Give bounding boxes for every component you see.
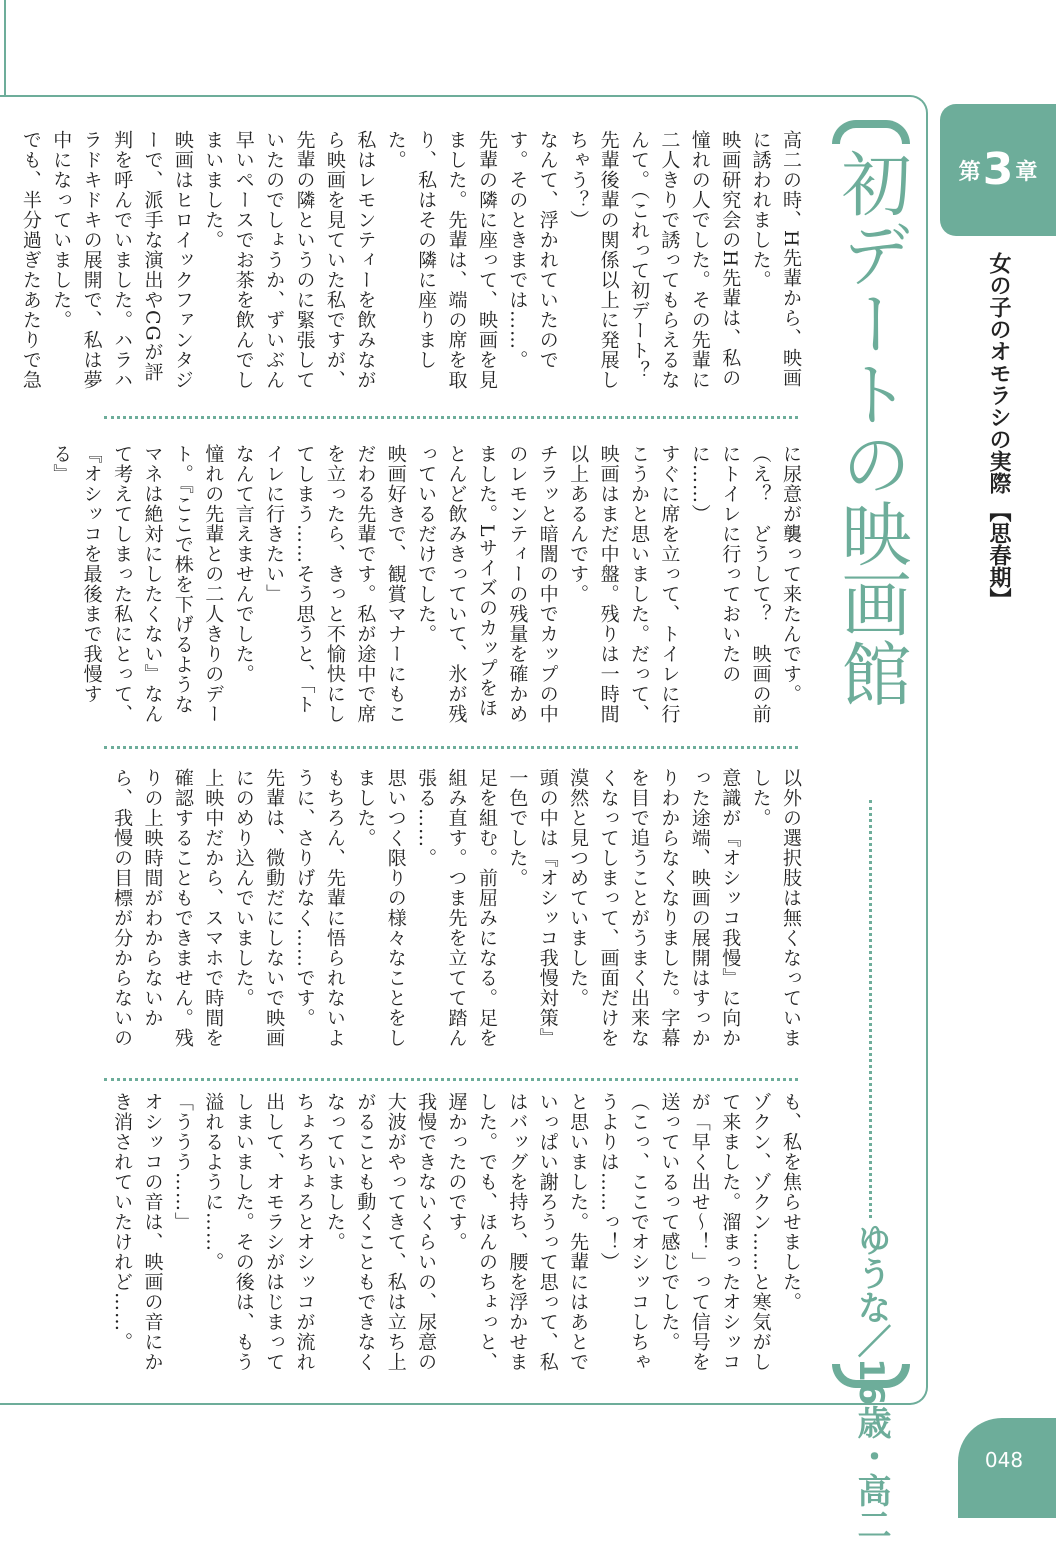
paragraph: でも、半分過ぎたあたりで急 — [19, 130, 42, 390]
paragraph: 映画好きで、観賞マナーにもこだわる先輩です。私が途中で席を立ったら、きっと不愉快にしてしまう……そう思うと、「トイレに行きたい」 — [263, 444, 407, 724]
paragraph: 頭の中は『オシッコ我慢対策』一色でした。 — [506, 768, 559, 1048]
chapter-number: 3 — [982, 144, 1014, 195]
paragraph: 上映中だから、スマホで時間を確認することもできません。残りの上映時間がわからないから、我慢の目標が分からないの — [111, 768, 225, 1048]
paragraph: も、私を焦らせました。 — [780, 1092, 802, 1312]
paragraph: 私はレモンティーを飲みながら映画を見ていた私ですが、先輩の隣というのに緊張していたのでしょうか、ずいぶん早いペースでお茶を飲んでしまいました。 — [202, 130, 377, 390]
article-author: ゆうな／16歳・高二 — [851, 1222, 891, 1541]
paragraph: オシッコの音は、映画の音にかき消されていたけれど……。 — [111, 1092, 164, 1372]
page-edge-line — [0, 0, 6, 95]
paragraph: （え？ どうして？ 映画の前にトイレに行っておいたのに……） — [688, 444, 772, 724]
paragraph: 以外の選択肢は無くなっていました。 — [749, 768, 802, 1048]
text-tier-3 — [96, 768, 806, 1058]
text-tier-4 — [96, 1092, 806, 1382]
paragraph: 足を組む。前屈みになる。足を組み直す。つま先を立てて踏ん張る……。 — [415, 768, 498, 1048]
article-title: 初デートの映画館 — [830, 148, 912, 708]
chapter-prefix: 第 — [958, 159, 981, 185]
paragraph: 映画研究会のH先輩は、私の憧れの人でした。その先輩に二人きりで誘ってもらえるなんて。（これって初デート？ 先輩後輩の関係以上に発展しちゃう？） — [567, 130, 742, 401]
paragraph: 高二の時、H先輩から、映画に誘われました。 — [749, 130, 802, 388]
text-tier-2 — [50, 444, 806, 724]
paragraph: 先輩の隣に座って、映画を見ました。先輩は、端の席を取り、私はその隣に座りました。 — [384, 130, 498, 390]
paragraph: と思いました。先輩にはあとでいっぱい謝ろうって思って、私はバッグを持ち、腰を浮かせました。でも、ほんのちょっと、遅かったのです。 — [445, 1092, 590, 1372]
paragraph: ゾクン、ゾクン……と寒気がして来ました。溜まったオシッコが「早く出せ〜！」って信号を送っているって感じでした。 — [658, 1092, 772, 1372]
title-bracket-bottom — [832, 1364, 910, 1388]
paragraph: もちろん、先輩に悟られないように、さりげなく……です。 — [293, 768, 346, 1048]
paragraph: 意識が『オシッコ我慢』に向かった途端、映画の展開はすっかりわからなくなりました。字幕を目で追うことがうまく出来なくなってしまって、画面だけを漠然と見つめていました。 — [567, 768, 742, 1048]
paragraph: 我慢できないくらいの、尿意の大波がやってきて、私は立ち上がることも動くこともできなくなっていました。 — [323, 1092, 438, 1372]
paragraph: 思いつく限りの様々なことをしました。 — [354, 768, 407, 1048]
chapter-suffix: 章 — [1015, 159, 1038, 185]
text-tier-1 — [19, 130, 806, 401]
paragraph: 映画はヒロイックファンタジーで、派手な演出やCGが評判を呼んでいました。ハラハラドキドキの展開で、私は夢中になっていました。 — [50, 130, 194, 390]
paragraph: チラッと暗闇の中でカップの中のレモンティーの残量を確かめました。Lサイズのカップをほとんど飲みきっていて、氷が残っているだけでした。 — [415, 444, 559, 724]
chapter-tab — [940, 104, 1056, 236]
title-dotted-leader — [869, 800, 872, 1218]
section-side-title — [976, 252, 1020, 632]
title-bracket-top — [832, 120, 910, 144]
tier-separator — [104, 1078, 798, 1081]
paragraph: （こっ、ここでオシッコしちゃうよりは……っ！） — [597, 1092, 650, 1372]
paragraph: なんて言えませんでした。 — [232, 444, 255, 684]
tier-separator — [104, 746, 798, 749]
paragraph: 先輩は、微動だにしないで映画にのめり込んでいました。 — [232, 768, 286, 1048]
paragraph: ちょろちょろとオシッコが流れ出して、オモラシがはじまってしまいました。その後は、もう溢れるように……。 — [202, 1092, 316, 1372]
article-title-block — [830, 120, 912, 1541]
paragraph: すぐに席を立って、トイレに行こうかと思いました。だって、映画はまだ中盤。残りは一時間以上あるんです。 — [567, 444, 681, 724]
tier-separator — [104, 416, 798, 419]
paragraph: 「ううう……」 — [171, 1092, 194, 1232]
paragraph: 憧れの先輩との二人きりのデート。『ここで株を下げるようなマネは絶対にしたくない』なんて考えてしまった私にとって、『オシッコを最後まで我慢する』 — [50, 444, 225, 724]
paragraph: に尿意が襲って来たんです。 — [780, 444, 802, 704]
page-number: 048 — [984, 1448, 1024, 1472]
section-title-main: 女の子のオモラシの実際 — [986, 252, 1011, 494]
paragraph: なんて、浮かれていたのです。そのときまでは……。 — [506, 130, 559, 370]
section-period: 【思春期】 — [986, 500, 1011, 610]
